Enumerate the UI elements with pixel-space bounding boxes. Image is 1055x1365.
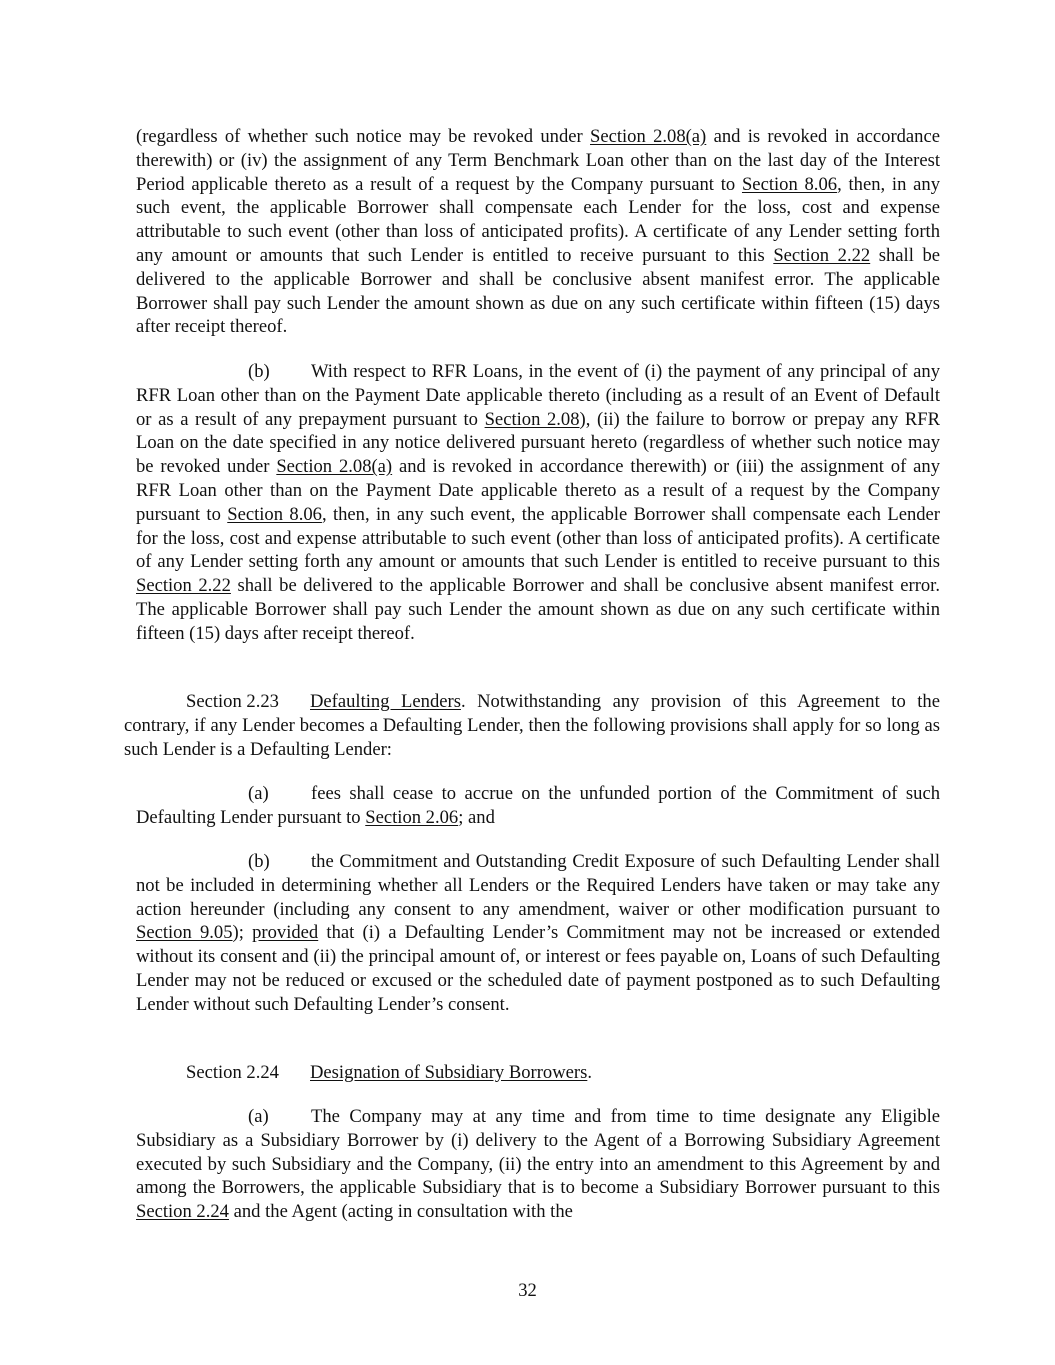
- paragraph-2-22-b: [136, 360, 940, 646]
- text-run: , then, in any such event, the applicable Borrower shall compensate each Lender for the loss, cost and expense attributable to such event (other than loss of anticipated profits). A certificate of any Lender setting forth any amount or amounts that such Lender is entitled to receive pursuant to this: [136, 503, 940, 573]
- paragraph-2-24-a: [136, 1105, 940, 1224]
- defined-term-provided: provided: [252, 922, 319, 944]
- clause-label: (a): [248, 783, 269, 804]
- text-run: .: [587, 1062, 592, 1083]
- section-reference: Section 2.24: [136, 1201, 229, 1223]
- section-reference: Section 2.06: [365, 806, 459, 828]
- text-run: (regardless of whether such notice may be revoked under: [136, 126, 590, 147]
- clause-label: (b): [248, 851, 270, 872]
- text-run: . Notwithstanding any provision of this Agreement to the contrary, if any Lender becomes a Defaulting Lender, then the following provisions shall apply for so long as such Lender is a Defaulting Lender:: [124, 691, 940, 760]
- clause-label: (a): [248, 1106, 269, 1127]
- text-run: the Commitment and Outstanding Credit Exposure of such Defaulting Lender shall not be included in determining whether all Lenders or the Required Lenders have taken or may take any action hereunder (including any consent to any amendment, waiver or other modification pursuant to: [136, 851, 940, 920]
- section-title: Designation of Subsidiary Borrowers: [310, 1062, 588, 1083]
- text-run: shall be delivered to the applicable Borrower and shall be conclusive absent manifest error. The applicable Borrower shall pay such Lender the amount shown as due on any such certificate within fifteen (15) days after receipt thereof.: [136, 244, 941, 338]
- text-run: and is revoked in accordance therewith) or (iv) the assignment of any Term Benchmark Loan other than on the last day of the Interest Period applicable thereto as a result of a request by the Company pursuant to: [136, 126, 940, 195]
- section-2-24-heading-paragraph: [124, 1061, 940, 1085]
- paragraph-2-22-a-continuation: [136, 125, 940, 339]
- section-title: Defaulting Lenders: [310, 691, 461, 712]
- section-reference: Section 2.22: [773, 244, 871, 266]
- paragraph-2-23-b: [136, 850, 940, 1017]
- section-reference: Section 8.06: [227, 503, 322, 525]
- section-reference: Section 9.05: [136, 922, 233, 944]
- section-reference: Section 2.08(a): [276, 456, 393, 478]
- section-reference: Section 8.06: [741, 173, 838, 195]
- paragraph-2-23-a: [136, 782, 940, 830]
- section-2-23-heading-paragraph: [124, 690, 940, 761]
- section-number: Section 2.24: [186, 1062, 279, 1083]
- text-run: , then, in any such event, the applicable Borrower shall compensate each Lender for the loss, cost and expense attributable to such event (other than loss of anticipated profits). A certificate of any Lender setting forth any amount or amounts that such Lender is entitled to receive pursuant to this: [136, 173, 940, 266]
- text-run: fees shall cease to accrue on the unfunded portion of the Commitment of such Defaulting Lender pursuant to: [136, 783, 940, 828]
- section-reference: Section 2.22: [136, 575, 231, 597]
- text-run: and the Agent (acting in consultation with the: [228, 1201, 573, 1223]
- clause-label: (b): [248, 361, 270, 382]
- text-run: With respect to RFR Loans, in the event of (i) the payment of any principal of any RFR Loan other than on the Payment Date applicable thereto (including as a result of an Event of Default or as a result of any prepayment pursuant to: [136, 361, 940, 430]
- text-run: ), (ii) the failure to borrow or prepay any RFR Loan on the date specified in any notice delivered pursuant hereto (regardless of whether such notice may be revoked under: [136, 408, 940, 478]
- section-reference: Section 2.08(a): [590, 126, 707, 147]
- text-run: that (i) a Defaulting Lender’s Commitment may not be increased or extended without its consent and (ii) the principal amount of, or interest or fees payable on, Loans of such Defaulting Lender may not be reduced or excused or the scheduled date of payment postponed as to such Defaulting Lender without such Defaulting Lender’s consent.: [136, 922, 940, 1015]
- page-number: 32: [518, 1280, 537, 1301]
- text-run: ; and: [458, 806, 495, 828]
- text-run: );: [232, 922, 253, 944]
- text-run: The Company may at any time and from time to time designate any Eligible Subsidiary as a Subsidiary Borrower by (i) delivery to the Agent of a Borrowing Subsidiary Agreement executed by such Subsidiary and the Company, (ii) the entry into an amendment to this Agreement by and among the Borrowers, the applicable Subsidiary that is to become a Subsidiary Borrower pursuant to this: [136, 1106, 940, 1199]
- text-run: shall be delivered to the applicable Borrower and shall be conclusive absent manifest error. The applicable Borrower shall pay such Lender the amount shown as due on any such certificate within fifteen (15) days after receipt thereof.: [136, 575, 940, 644]
- text-run: and is revoked in accordance therewith) or (iii) the assignment of any RFR Loan other than on the Payment Date applicable thereto as a result of a request by the Company pursuant to: [136, 456, 940, 525]
- section-number: Section 2.23: [186, 691, 279, 712]
- section-reference: Section 2.08: [484, 408, 580, 430]
